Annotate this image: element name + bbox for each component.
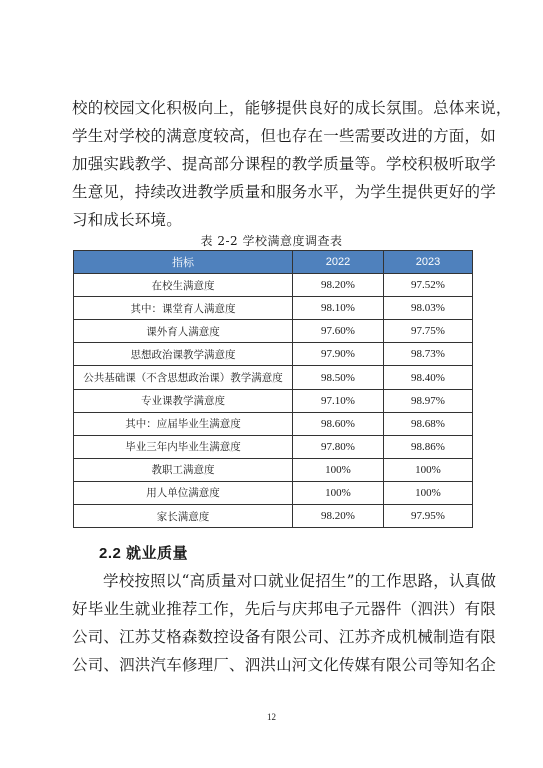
table-row xyxy=(74,274,473,297)
table-row xyxy=(74,481,473,504)
value-2022-cell: 98.20% xyxy=(293,505,384,528)
paragraph-satisfaction-summary xyxy=(72,94,512,234)
value-2022-cell: 100% xyxy=(293,458,384,481)
column-header-2022: 2022 xyxy=(293,251,384,274)
paragraph-employment xyxy=(72,567,497,679)
table-header-row xyxy=(74,251,473,274)
indicator-cell: 课外育人满意度 xyxy=(74,320,293,343)
table-row xyxy=(74,366,473,389)
indicator-cell: 教职工满意度 xyxy=(74,458,293,481)
value-2022-cell: 98.20% xyxy=(293,274,384,297)
value-2022-cell: 98.60% xyxy=(293,412,384,435)
table-row xyxy=(74,435,473,458)
text-line: 校的校园文化积极向上，能够提供良好的成长氛围。总体来说， xyxy=(72,99,512,117)
value-2023-cell: 98.73% xyxy=(384,343,473,366)
text-line: 习和成长环境。 xyxy=(72,211,182,229)
text-line: 生意见，持续改进教学质量和服务水平，为学生提供更好的学 xyxy=(72,183,496,201)
text-line: 好毕业生就业推荐工作，先后与庆邦电子元器件（泗洪）有限 xyxy=(72,600,496,618)
indicator-cell: 其中：课堂育人满意度 xyxy=(74,297,293,320)
value-2022-cell: 97.80% xyxy=(293,435,384,458)
table-row xyxy=(74,505,473,528)
column-header-indicator: 指标 xyxy=(74,251,293,274)
text-line: 加强实践教学、提高部分课程的教学质量等。学校积极听取学 xyxy=(72,155,496,173)
value-2023-cell: 97.95% xyxy=(384,505,473,528)
value-2023-cell: 100% xyxy=(384,458,473,481)
text-line: 学生对学校的满意度较高，但也存在一些需要改进的方面，如 xyxy=(72,127,496,145)
indicator-cell: 毕业三年内毕业生满意度 xyxy=(74,435,293,458)
section-heading-employment-quality: 2.2 就业质量 xyxy=(99,545,189,562)
value-2022-cell: 97.10% xyxy=(293,389,384,412)
table-row xyxy=(74,458,473,481)
value-2023-cell: 100% xyxy=(384,481,473,504)
value-2023-cell: 98.86% xyxy=(384,435,473,458)
page-number: 12 xyxy=(267,712,276,722)
value-2022-cell: 98.10% xyxy=(293,297,384,320)
indicator-cell: 专业课教学满意度 xyxy=(74,389,293,412)
value-2023-cell: 98.68% xyxy=(384,412,473,435)
table-caption: 表 2-2 学校满意度调查表 xyxy=(200,234,343,248)
satisfaction-survey-table xyxy=(73,250,473,528)
indicator-cell: 在校生满意度 xyxy=(74,274,293,297)
value-2023-cell: 98.03% xyxy=(384,297,473,320)
text-line: 公司、江苏艾格森数控设备有限公司、江苏齐成机械制造有限 xyxy=(72,628,496,646)
value-2022-cell: 97.90% xyxy=(293,343,384,366)
value-2022-cell: 100% xyxy=(293,481,384,504)
indicator-cell: 用人单位满意度 xyxy=(74,481,293,504)
table-row xyxy=(74,412,473,435)
indicator-cell: 思想政治课教学满意度 xyxy=(74,343,293,366)
table-row xyxy=(74,320,473,343)
value-2022-cell: 98.50% xyxy=(293,366,384,389)
value-2023-cell: 98.97% xyxy=(384,389,473,412)
table-row xyxy=(74,389,473,412)
value-2023-cell: 98.40% xyxy=(384,366,473,389)
indicator-cell: 家长满意度 xyxy=(74,505,293,528)
table-row xyxy=(74,297,473,320)
indicator-cell: 公共基础课（不含思想政治课）教学满意度 xyxy=(74,366,293,389)
value-2023-cell: 97.52% xyxy=(384,274,473,297)
value-2022-cell: 97.60% xyxy=(293,320,384,343)
value-2023-cell: 97.75% xyxy=(384,320,473,343)
text-line: 公司、泗洪汽车修理厂、泗洪山河文化传媒有限公司等知名企 xyxy=(72,656,496,674)
indicator-cell: 其中：应届毕业生满意度 xyxy=(74,412,293,435)
column-header-2023: 2023 xyxy=(384,251,473,274)
text-line: 学校按照以“高质量对口就业促招生”的工作思路，认真做 xyxy=(103,572,497,590)
table-row xyxy=(74,343,473,366)
